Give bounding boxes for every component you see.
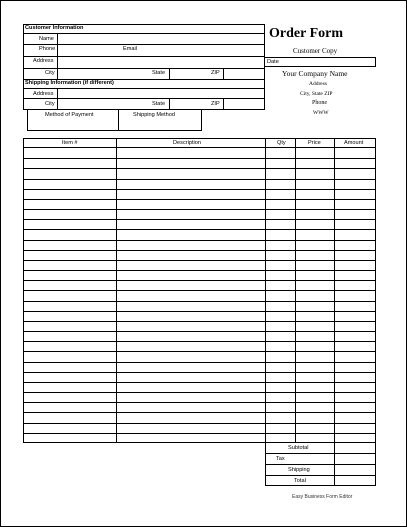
table-row[interactable] (23, 372, 376, 382)
subtotal-field[interactable] (335, 443, 375, 453)
table-row[interactable] (23, 382, 376, 392)
table-row[interactable] (23, 168, 376, 178)
address-label: Address (33, 58, 54, 64)
city-field[interactable] (58, 69, 148, 79)
col-header-item: Item # (62, 140, 78, 146)
total-field[interactable] (335, 476, 375, 486)
table-row[interactable] (23, 423, 376, 433)
shipping-section-title: Shipping Information (if different) (25, 80, 114, 86)
footer-credit: Easy Business Form Editor (292, 494, 353, 500)
tax-label: Tax (276, 456, 285, 462)
table-row[interactable] (23, 341, 376, 351)
ship-state-label: State (152, 101, 166, 107)
table-row[interactable] (23, 179, 376, 189)
tax-field[interactable] (335, 454, 375, 464)
ship-address-label: Address (33, 91, 54, 97)
company-name: Your Company Name (282, 69, 348, 78)
customer-section-title: Customer Information (25, 25, 84, 31)
table-row[interactable] (23, 229, 376, 239)
col-header-qty: Qty (277, 140, 286, 146)
state-label: State (152, 70, 166, 76)
name-field[interactable] (58, 34, 264, 44)
shipping-method-label: Shipping Method (133, 112, 175, 118)
date-field[interactable] (264, 57, 376, 67)
col-header-amount: Amount (344, 140, 364, 146)
zip-field[interactable] (224, 69, 264, 79)
ship-city-field[interactable] (58, 99, 148, 109)
table-row[interactable] (23, 189, 376, 199)
table-row[interactable] (23, 301, 376, 311)
ship-city-label: City (45, 101, 55, 107)
company-web: WWW (313, 110, 329, 116)
table-row[interactable] (23, 290, 376, 300)
method-of-payment-label: Method of Payment (45, 112, 94, 118)
table-row[interactable] (23, 250, 376, 260)
subtotal-label: Subtotal (288, 445, 309, 451)
table-row[interactable] (23, 402, 376, 412)
table-row[interactable] (23, 148, 376, 158)
state-field[interactable] (169, 69, 203, 79)
company-city-state-zip: City, State ZIP (300, 91, 333, 97)
ship-zip-label: ZIP (211, 101, 220, 107)
table-row[interactable] (23, 270, 376, 280)
ship-state-field[interactable] (170, 99, 203, 109)
col-header-price: Price (308, 140, 321, 146)
table-row[interactable] (23, 362, 376, 372)
table-row[interactable] (23, 311, 376, 321)
form-title: Order Form (269, 26, 343, 41)
ship-address-field[interactable] (58, 89, 264, 98)
company-phone: Phone (312, 100, 327, 106)
email-label: Email (123, 46, 137, 52)
phone-field[interactable] (58, 45, 116, 55)
col-header-description: Description (173, 140, 201, 146)
phone-label: Phone (39, 46, 56, 52)
table-row[interactable] (23, 209, 376, 219)
table-row[interactable] (23, 158, 376, 168)
shipping-total-field[interactable] (335, 465, 375, 475)
company-address: Address (309, 81, 328, 87)
table-row[interactable] (23, 240, 376, 250)
total-label: Total (294, 478, 306, 484)
table-row[interactable] (23, 260, 376, 270)
shipping-total-label: Shipping (288, 467, 310, 473)
ship-zip-field[interactable] (224, 99, 264, 109)
address-field[interactable] (58, 57, 264, 67)
copy-label: Customer Copy (293, 47, 338, 55)
email-field[interactable] (142, 45, 264, 55)
city-label: City (45, 70, 55, 76)
table-row[interactable] (23, 412, 376, 422)
table-row[interactable] (23, 280, 376, 290)
table-row[interactable] (23, 351, 376, 361)
table-row[interactable] (23, 392, 376, 402)
zip-label: ZIP (211, 70, 220, 76)
table-row[interactable] (23, 219, 376, 229)
table-row[interactable] (23, 321, 376, 331)
name-label: Name (39, 36, 54, 42)
date-label: Date (267, 59, 279, 65)
table-row[interactable] (23, 331, 376, 341)
table-row[interactable] (23, 199, 376, 209)
